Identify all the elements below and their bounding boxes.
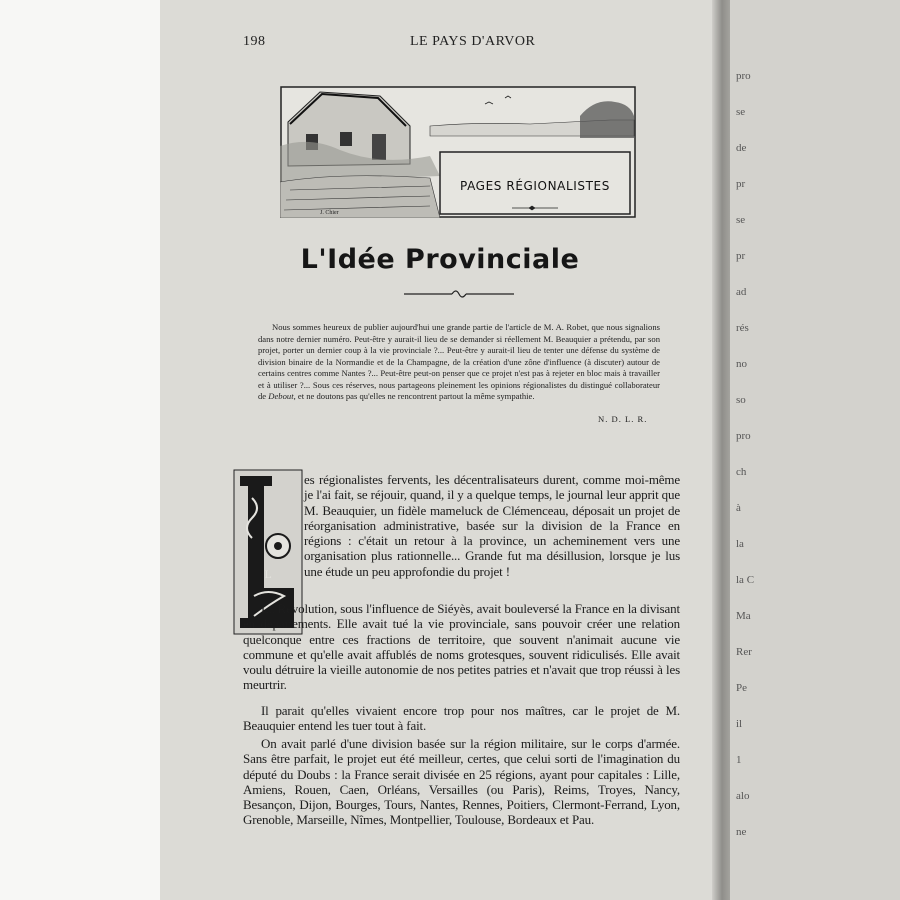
header-illustration bbox=[280, 86, 636, 218]
next-page-fragment-text: Pe bbox=[736, 682, 747, 694]
running-title: LE PAYS D'ARVOR bbox=[410, 34, 536, 49]
next-page-fragment-text: Rer bbox=[736, 646, 752, 658]
next-page-fragment-text: rés bbox=[736, 322, 749, 334]
editor-note-end: , et ne doutons pas qu'elles ne rencontrent partout la même sympathie. bbox=[293, 391, 535, 401]
next-page-fragment-text: il bbox=[736, 718, 743, 730]
next-page-fragment-text: pr bbox=[736, 178, 746, 190]
page-number: 198 bbox=[243, 34, 266, 49]
next-page-fragment-text: se bbox=[736, 214, 746, 226]
paragraph-4: On avait parlé d'une division basée sur la région militaire, sur le corps d'armée. Sans être parfait, le projet eut été meilleur, certes, que celui sorti de l'imagination du député du Doubs : la France serait divisée en 25 régions, ayant pour capitales : Lille, Amiens, Rouen, Caen, Orléans, Versailles (ou Paris), Reims, Troyes, Nancy, Besançon, Dijon, Bourges, Tours, Nantes, Rennes, Poitiers, Clermont-Ferrand, Lyon, Grenoble, Marseille, Nîmes, Montpellier, Toulouse, Bordeaux et Pau. bbox=[243, 736, 680, 828]
paragraph-1: es régionalistes fervents, les décentralisateurs durent, comme moi-même je l'ai fait, se réjouir, quand, il y a quelque temps, le journal leur apprit que M. Beauquier, un fidèle mameluck de Clémenceau, déposait un projet de réorganisation administrative, basée sur la division de la France en régions : c'était un retour à la province, un acheminement vers une organisation plus rationnelle... Grande fut ma désillusion, lorsque je lus une étude un peu approfondie du projet ! bbox=[304, 472, 680, 579]
drop-cap-letter: L bbox=[264, 570, 272, 581]
next-page-fragment-text: de bbox=[736, 142, 747, 154]
banner-text: PAGES RÉGIONALISTES bbox=[460, 179, 610, 193]
editor-note-journal: Debout bbox=[268, 391, 294, 401]
editor-note bbox=[258, 322, 660, 403]
book-gutter bbox=[712, 0, 732, 900]
next-page-fragment-text: la C bbox=[736, 574, 755, 586]
artist-signature: J. Chier bbox=[320, 210, 339, 216]
title-ornament bbox=[404, 287, 514, 301]
next-page-fragment-text: so bbox=[736, 394, 746, 406]
next-page-fragment-text: la bbox=[736, 538, 744, 550]
paragraph-2: La Révolution, sous l'influence de Siéyès, avait bouleversé la France en la divisant en départements. Elle avait tué la vie provinciale, sans pouvoir créer une relation quelconque entre ces fractions de territoire, que souvent n'animait aucune vie commune et qu'elle avait affublés de noms grotesques, souvent ridiculisés. Elle avait voulu détruire la vieille autonomie de nos petites patries et n'avait que trop réussi à les meurtrir. bbox=[243, 601, 680, 693]
next-page-fragment-text: Ma bbox=[736, 610, 751, 622]
next-page-fragment bbox=[730, 0, 900, 900]
next-page-fragment-text: ad bbox=[736, 286, 747, 298]
next-page-fragment-text: no bbox=[736, 358, 747, 370]
editor-note-text: Nous sommes heureux de publier aujourd'hui une grande partie de l'article de M. A. Robet, que nous signalions dans notre dernier numéro. Peut-être y aurait-il lieu de se demander si réellement M. Beauquier a prétendu, par son projet, porter un dernier coup à la vie provinciale ?... Peut-être y aurait-il lieu de tenter une défense du système de division binaire de la Normandie et de la Champagne, de la création d'une zône d'influence (à discuter) autour de certains centres comme Nantes ?... Peut-être peut-on penser que ce projet n'est pas à rejeter en bloc mais à travailler et à utiliser ?... Sous ces réserves, nous partageons pleinement les opinions régionalistes du distingué collaborateur de bbox=[258, 322, 660, 401]
book-edge bbox=[0, 0, 160, 900]
article-title: L'Idée Provinciale bbox=[300, 244, 580, 275]
next-page-fragment-text: se bbox=[736, 106, 746, 118]
next-page-fragment-text: pro bbox=[736, 70, 751, 82]
next-page-fragment-text: pr bbox=[736, 250, 746, 262]
next-page-fragment-text: alo bbox=[736, 790, 750, 802]
paragraph-3: Il parait qu'elles vivaient encore trop pour nos maîtres, car le projet de M. Beauquier entend les tuer tout à fait. bbox=[243, 703, 680, 734]
editor-signature: N. D. L. R. bbox=[598, 414, 648, 424]
next-page-fragment-text: ne bbox=[736, 826, 747, 838]
next-page-fragment-text: pro bbox=[736, 430, 751, 442]
next-page-fragment-text: à bbox=[736, 502, 741, 514]
next-page-fragment-text: 1 bbox=[736, 754, 742, 766]
next-page-fragment-text: ch bbox=[736, 466, 747, 478]
